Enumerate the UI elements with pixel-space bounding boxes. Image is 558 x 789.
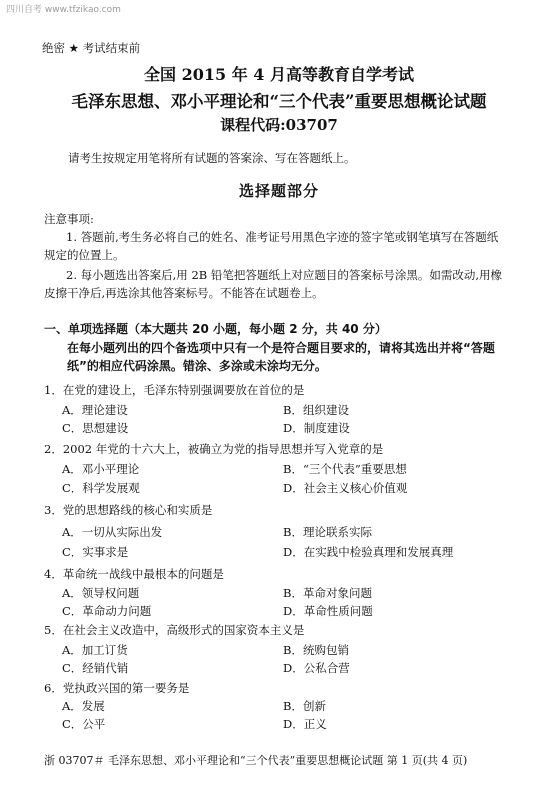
option-c: C．经销代销 <box>62 661 129 675</box>
option-b: B．理论联系实际 <box>283 525 372 539</box>
option-b: B．“三个代表”重要思想 <box>283 462 407 476</box>
question-stem: 2．2002 年党的十六大上，被确立为党的指导思想并写入党章的是 <box>44 442 384 456</box>
option-a: A．理论建设 <box>62 403 128 417</box>
option-a: A．邓小平理论 <box>62 462 140 476</box>
option-b: B．创新 <box>283 699 326 713</box>
confidential-label: 绝密 ★ 考试结束前 <box>42 41 141 55</box>
option-c: C．科学发展观 <box>62 481 140 495</box>
question-stem: 3．党的思想路线的核心和实质是 <box>44 503 213 517</box>
option-c: C．公平 <box>62 717 106 731</box>
option-a: A．一切从实际出发 <box>62 525 163 539</box>
course-code: 课程代码:03707 <box>220 116 338 134</box>
watermark-text: 四川自考 www.tfzikao.com <box>6 5 121 15</box>
option-a: A．发展 <box>62 699 105 713</box>
notice-item-1-cont: 规定的位置上。 <box>44 248 125 262</box>
part-instructions-cont: 纸”的相应代码涂黑。错涂、多涂或未涂均无分。 <box>67 359 327 373</box>
option-c: C．实事求是 <box>62 545 129 559</box>
intro-text: 请考生按规定用笔将所有试题的答案涂、写在答题纸上。 <box>68 151 356 165</box>
notice-heading: 注意事项: <box>44 212 94 226</box>
option-a: A．加工订货 <box>62 643 128 657</box>
option-b: B．组织建设 <box>283 403 349 417</box>
option-b: B．革命对象问题 <box>283 586 372 600</box>
option-b: B．统购包销 <box>283 643 349 657</box>
option-a: A．领导权问题 <box>62 586 140 600</box>
notice-item-1: 1. 答题前,考生务必将自己的姓名、准考证号用黑色字迹的签字笔或钢笔填写在答题纸 <box>66 230 499 244</box>
exam-title: 全国 2015 年 4 月高等教育自学考试 <box>144 65 414 84</box>
page-footer: 浙 03707＃ 毛泽东思想、邓小平理论和“三个代表”重要思想概论试题 第 1 页(共 4 页) <box>44 754 468 767</box>
part-heading: 一、单项选择题（本大题共 20 小题，每小题 2 分，共 40 分） <box>44 322 387 336</box>
option-d: D．公私合营 <box>283 661 350 675</box>
question-stem: 6．党执政兴国的第一要务是 <box>44 681 190 695</box>
section-title: 选择题部分 <box>238 182 319 200</box>
option-d: D．正义 <box>283 717 327 731</box>
option-c: C．思想建设 <box>62 421 129 435</box>
question-stem: 4．革命统一战线中最根本的问题是 <box>44 567 224 581</box>
subject-title: 毛泽东思想、邓小平理论和“三个代表”重要思想概论试题 <box>71 92 487 111</box>
option-d: D．在实践中检验真理和发展真理 <box>283 545 454 559</box>
option-d: D．社会主义核心价值观 <box>283 481 408 495</box>
part-instructions: 在每小题列出的四个备选项中只有一个是符合题目要求的，请将其选出并将“答题 <box>67 341 495 355</box>
question-stem: 5．在社会主义改造中，高级形式的国家资本主义是 <box>44 623 305 637</box>
option-d: D．革命性质问题 <box>283 604 373 618</box>
option-c: C．革命动力问题 <box>62 604 152 618</box>
question-stem: 1．在党的建设上，毛泽东特别强调要放在首位的是 <box>44 383 305 397</box>
option-d: D．制度建设 <box>283 421 350 435</box>
notice-item-2-cont: 皮擦干净后,再选涂其他答案标号。不能答在试题卷上。 <box>44 286 324 300</box>
notice-item-2: 2. 每小题选出答案后,用 2B 铅笔把答题纸上对应题目的答案标号涂黑。如需改动,用橡 <box>66 268 503 282</box>
